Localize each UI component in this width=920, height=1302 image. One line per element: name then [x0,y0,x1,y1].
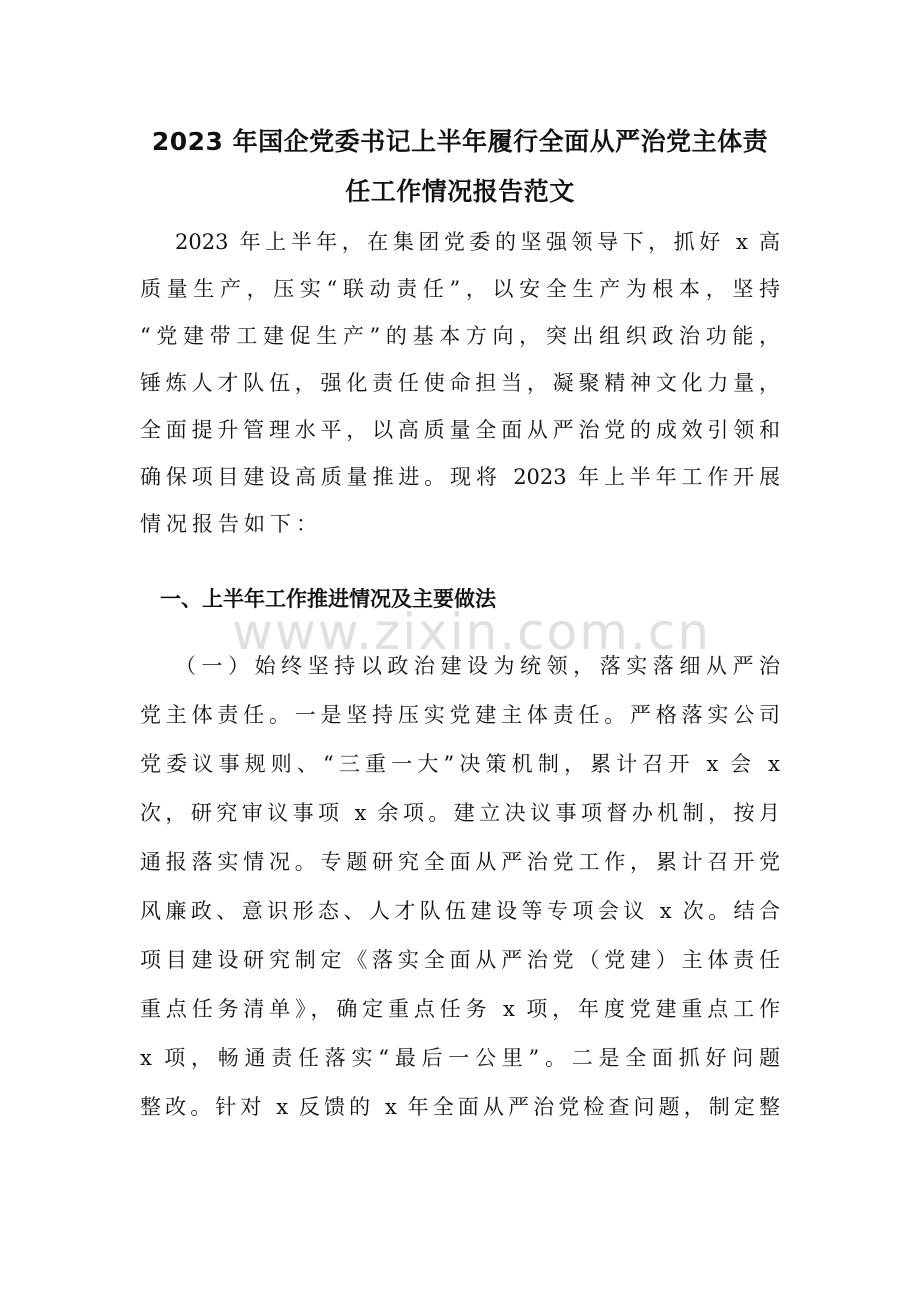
intro-line: 全面提升管理水平，以高质量全面从严治党的成效引领和 [140,418,780,442]
intro-line: 情况报告如下： [140,512,322,536]
intro-line: 2023 年上半年，在集团党委的坚强领导下，抓好 x 高 [175,230,780,254]
section-line: 次，研究审议事项 x 余项。建立决议事项督办机制，按月 [140,801,780,825]
intro-line: 锤炼人才队伍，强化责任使命担当，凝聚精神文化力量， [140,371,780,395]
intro-line: 质量生产，压实“联动责任”，以安全生产为根本，坚持 [140,277,780,301]
section-heading: 一、上半年工作推进情况及主要做法 [160,587,496,611]
section-line: 整改。针对 x 反馈的 x 年全面从严治党检查问题，制定整 [140,1095,780,1119]
watermark: www.zixin.com.cn [232,603,712,661]
section-line: 项目建设研究制定《落实全面从严治党（党建）主体责任 [140,948,780,972]
section-line: x 项，畅通责任落实“最后一公里”。二是全面抓好问题 [140,1046,780,1070]
section-line: 党主体责任。一是坚持压实党建主体责任。严格落实公司 [140,703,780,727]
document-title-line-2: 任工作情况报告范文 [345,177,575,206]
document-title-line-1: 2023 年国企党委书记上半年履行全面从严治党主体责 [151,127,769,156]
section-line: 风廉政、意识形态、人才队伍建设等专项会议 x 次。结合 [140,899,780,923]
intro-line: “党建带工建促生产”的基本方向，突出组织政治功能， [140,324,780,348]
section-line: 党委议事规则、“三重一大”决策机制，累计召开 x 会 x [140,752,780,776]
intro-line: 确保项目建设高质量推进。现将 2023 年上半年工作开展 [140,465,780,489]
section-line: 通报落实情况。专题研究全面从严治党工作，累计召开党 [140,850,780,874]
section-line: 重点任务清单》，确定重点任务 x 项，年度党建重点工作 [140,997,780,1021]
section-line: （一）始终坚持以政治建设为统领，落实落细从严治 [175,654,780,678]
